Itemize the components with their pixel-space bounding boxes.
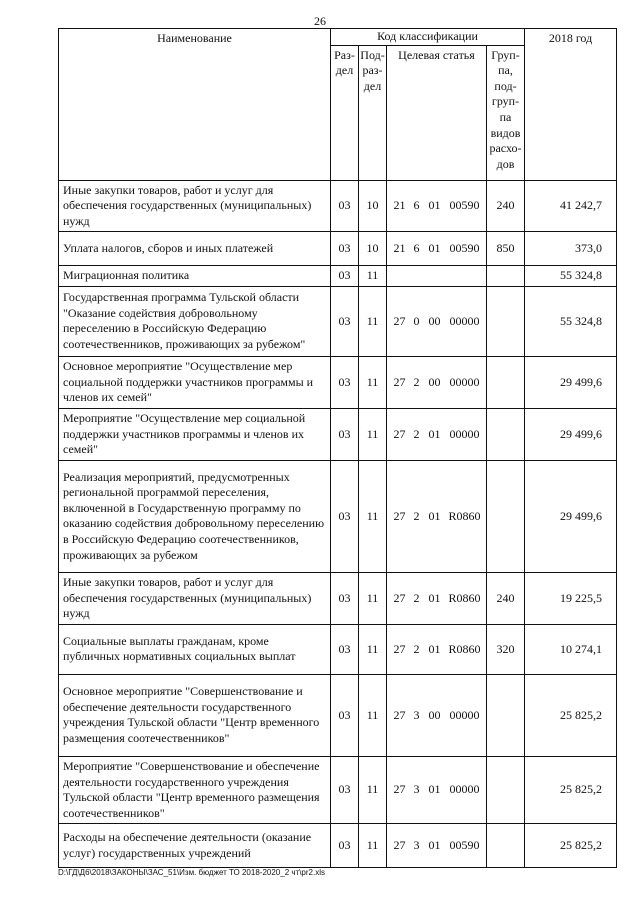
row-target-article — [387, 356, 487, 408]
header-year: 2018 год — [525, 29, 617, 181]
row-section: 03 — [331, 266, 359, 287]
target-direction: R0860 — [448, 590, 481, 605]
row-name: Иные закупки товаров, работ и услуг для обеспечения государственных (муниципальных) нужд — [59, 572, 331, 624]
row-section: 03 — [331, 356, 359, 408]
target-program: 27 — [393, 838, 406, 853]
row-subsection: 11 — [359, 824, 387, 868]
row-amount: 29 499,6 — [525, 408, 617, 460]
target-event: 01 — [428, 198, 441, 213]
row-target-article — [387, 266, 487, 287]
budget-table — [58, 28, 617, 868]
target-program: 27 — [393, 590, 406, 605]
row-expense-group — [487, 824, 525, 868]
row-name: Расходы на обеспечение деятельности (оказание услуг) государственных учреждений — [59, 824, 331, 868]
row-target-article — [387, 624, 487, 674]
row-section: 03 — [331, 674, 359, 756]
row-name: Мероприятие "Совершенствование и обеспечение деятельности государственного учреждения Тульской области "Центр временного размещения соотечественников" — [59, 756, 331, 823]
target-program: 27 — [393, 641, 406, 656]
row-amount: 25 825,2 — [525, 674, 617, 756]
row-section: 03 — [331, 232, 359, 266]
target-event: 00 — [428, 313, 441, 328]
target-program: 27 — [393, 707, 406, 722]
row-target-article — [387, 824, 487, 868]
row-expense-group: 850 — [487, 232, 525, 266]
row-target-article — [387, 460, 487, 572]
target-program: 27 — [393, 426, 406, 441]
header-section: Раз- дел — [331, 45, 359, 180]
target-event: 01 — [428, 641, 441, 656]
table-row — [59, 286, 617, 356]
target-subprogram: 6 — [413, 241, 420, 256]
target-program: 21 — [393, 241, 406, 256]
target-subprogram: 2 — [413, 508, 420, 523]
header-subsection: Под- раз- дел — [359, 45, 387, 180]
row-expense-group: 240 — [487, 572, 525, 624]
row-name: Мероприятие "Осуществление мер социальной поддержки участников программы и членов их семей" — [59, 408, 331, 460]
row-expense-group: 240 — [487, 180, 525, 232]
row-expense-group — [487, 674, 525, 756]
target-event: 01 — [428, 838, 441, 853]
header-target-article: Целевая статья — [387, 45, 487, 180]
row-amount: 25 825,2 — [525, 824, 617, 868]
table-row — [59, 824, 617, 868]
target-event: 00 — [428, 707, 441, 722]
table-row — [59, 408, 617, 460]
target-subprogram: 3 — [413, 707, 420, 722]
row-subsection: 11 — [359, 674, 387, 756]
row-expense-group — [487, 266, 525, 287]
target-direction: 00000 — [449, 707, 480, 722]
target-direction: R0860 — [448, 641, 481, 656]
target-direction: 00000 — [449, 313, 480, 328]
table-row — [59, 572, 617, 624]
row-amount: 29 499,6 — [525, 460, 617, 572]
row-expense-group — [487, 756, 525, 823]
target-program: 27 — [393, 313, 406, 328]
row-section: 03 — [331, 756, 359, 823]
row-name: Уплата налогов, сборов и иных платежей — [59, 232, 331, 266]
target-subprogram: 2 — [413, 590, 420, 605]
row-target-article — [387, 756, 487, 823]
target-direction: 00590 — [449, 198, 480, 213]
row-target-article — [387, 180, 487, 232]
row-name: Иные закупки товаров, работ и услуг для обеспечения государственных (муниципальных) нужд — [59, 180, 331, 232]
row-amount: 41 242,7 — [525, 180, 617, 232]
row-section: 03 — [331, 286, 359, 356]
row-expense-group — [487, 460, 525, 572]
target-direction: 00000 — [449, 426, 480, 441]
target-event: 01 — [428, 782, 441, 797]
target-event: 01 — [428, 590, 441, 605]
target-program: 27 — [393, 782, 406, 797]
target-event: 01 — [428, 241, 441, 256]
row-target-article — [387, 674, 487, 756]
target-program: 27 — [393, 508, 406, 523]
row-subsection: 11 — [359, 460, 387, 572]
row-name: Основное мероприятие "Осуществление мер социальной поддержки участников программы и членов их семей" — [59, 356, 331, 408]
target-direction: 00590 — [449, 838, 480, 853]
target-subprogram: 3 — [413, 782, 420, 797]
table-row — [59, 180, 617, 232]
target-subprogram: 2 — [413, 641, 420, 656]
target-event: 01 — [428, 426, 441, 441]
row-target-article — [387, 232, 487, 266]
row-name: Основное мероприятие "Совершенствование и обеспечение деятельности государственного учреждения Тульской области "Центр временного размещения соотечественников" — [59, 674, 331, 756]
row-amount: 55 324,8 — [525, 266, 617, 287]
file-path-footer: D:\ГД\Д6\2018\ЗАКОНЫ\ЗАС_51\Изм. бюджет ТО 2018-2020_2 чт\pr2.xls — [58, 868, 325, 877]
row-amount: 10 274,1 — [525, 624, 617, 674]
target-subprogram: 0 — [413, 313, 420, 328]
header-code-group: Код классификации — [331, 29, 525, 46]
target-direction: R0860 — [448, 508, 481, 523]
row-expense-group: 320 — [487, 624, 525, 674]
row-subsection: 10 — [359, 232, 387, 266]
target-direction: 00590 — [449, 241, 480, 256]
row-section: 03 — [331, 180, 359, 232]
row-expense-group — [487, 408, 525, 460]
row-subsection: 11 — [359, 408, 387, 460]
row-amount: 373,0 — [525, 232, 617, 266]
target-subprogram: 2 — [413, 374, 420, 389]
target-program: 21 — [393, 198, 406, 213]
row-amount: 29 499,6 — [525, 356, 617, 408]
target-event: 00 — [428, 374, 441, 389]
target-subprogram: 6 — [413, 198, 420, 213]
row-name: Государственная программа Тульской области "Оказание содействия добровольному переселению в Российскую Федерацию соотечественников, проживающих за рубежом" — [59, 286, 331, 356]
row-section: 03 — [331, 624, 359, 674]
row-amount: 25 825,2 — [525, 756, 617, 823]
row-section: 03 — [331, 460, 359, 572]
row-name: Миграционная политика — [59, 266, 331, 287]
row-subsection: 11 — [359, 624, 387, 674]
table-row — [59, 356, 617, 408]
row-section: 03 — [331, 824, 359, 868]
target-event: 01 — [428, 508, 441, 523]
table-row — [59, 460, 617, 572]
row-target-article — [387, 408, 487, 460]
row-amount: 55 324,8 — [525, 286, 617, 356]
row-subsection: 11 — [359, 572, 387, 624]
header-name: Наименование — [59, 29, 331, 181]
row-subsection: 10 — [359, 180, 387, 232]
row-expense-group — [487, 286, 525, 356]
table-row — [59, 674, 617, 756]
row-section: 03 — [331, 572, 359, 624]
row-subsection: 11 — [359, 756, 387, 823]
target-direction: 00000 — [449, 374, 480, 389]
target-direction: 00000 — [449, 782, 480, 797]
row-name: Социальные выплаты гражданам, кроме публичных нормативных социальных выплат — [59, 624, 331, 674]
row-amount: 19 225,5 — [525, 572, 617, 624]
row-section: 03 — [331, 408, 359, 460]
header-expense-group: Груп- па, под- груп- па видов расхо- дов — [487, 45, 525, 180]
table-row — [59, 756, 617, 823]
row-subsection: 11 — [359, 286, 387, 356]
row-name: Реализация мероприятий, предусмотренных региональной программой переселения, включенной в Государственную программу по оказанию содействия добровольному переселению в Российскую Федерацию соотечественников, проживающих за рубежом — [59, 460, 331, 572]
table-row — [59, 266, 617, 287]
target-program: 27 — [393, 374, 406, 389]
row-subsection: 11 — [359, 266, 387, 287]
table-row — [59, 232, 617, 266]
target-subprogram: 2 — [413, 426, 420, 441]
row-subsection: 11 — [359, 356, 387, 408]
target-subprogram: 3 — [413, 838, 420, 853]
row-target-article — [387, 572, 487, 624]
row-expense-group — [487, 356, 525, 408]
table-row — [59, 624, 617, 674]
row-target-article — [387, 286, 487, 356]
page-number: 26 — [314, 14, 326, 28]
